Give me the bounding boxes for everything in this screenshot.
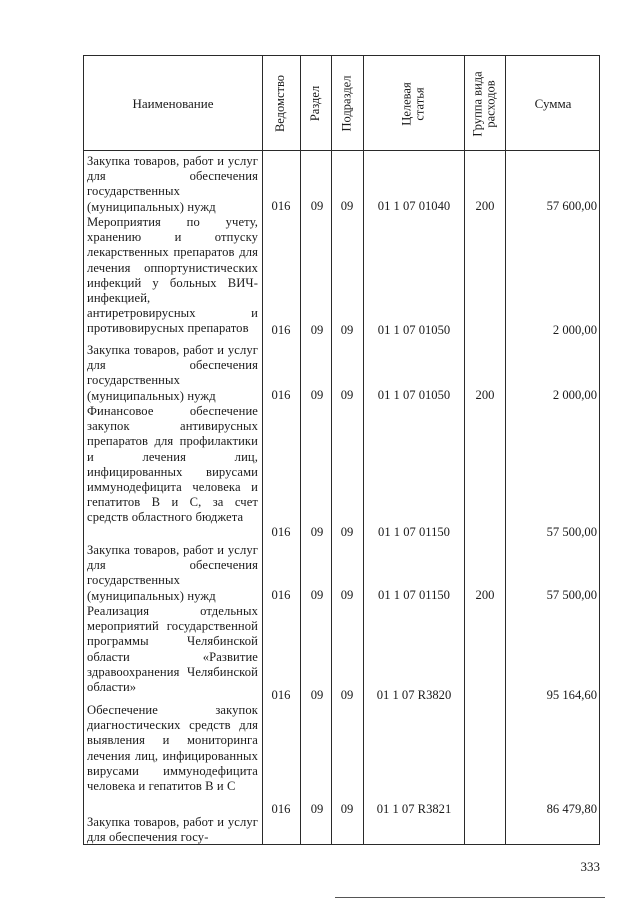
row-summa: 2 000,00 <box>552 323 597 337</box>
header-celevaya-line2: статья <box>412 86 427 121</box>
page-number: 333 <box>580 859 600 874</box>
header-name: Наименование <box>132 95 214 111</box>
header-gruppa-cell <box>464 56 505 151</box>
row-podrazdel: 09 <box>340 388 354 402</box>
row-razdel: 09 <box>310 323 324 337</box>
header-celevaya <box>401 82 427 125</box>
header-name-cell <box>84 56 262 151</box>
header-gruppa-line1: Группа вида <box>470 70 485 137</box>
row-name: Закупка товаров, работ и услуг для обеспечения государственных (муниципальных) нужд <box>87 343 258 403</box>
row-name: Обеспечение закупок диагностических средств для выявления и мониторинга лечения лиц, инфицированных вирусами иммунодефицита человека и гепатитов В и С <box>87 703 258 794</box>
row-celevaya: 01 1 07 R3821 <box>376 802 452 816</box>
row-gruppa: 200 <box>475 199 495 213</box>
header-vedomstvo: Ведомство <box>273 74 288 133</box>
row-vedomstvo: 016 <box>271 688 291 702</box>
row-summa: 2 000,00 <box>552 388 597 402</box>
row-celevaya: 01 1 07 R3820 <box>376 688 452 702</box>
header-razdel-cell <box>300 56 331 151</box>
row-celevaya: 01 1 07 01150 <box>378 588 450 602</box>
row-name: Закупка товаров, работ и услуг для обеспечения государственных (муниципальных) нужд <box>87 543 258 603</box>
header-gruppa-line2: расходов <box>483 79 498 128</box>
row-celevaya: 01 1 07 01150 <box>378 525 450 539</box>
row-name: Мероприятия по учету, хранению и отпуску лекарственных препаратов для лечения оппортунистических инфекций у больных ВИЧ-инфекцией, антиретровирусных и противовирусных препаратов <box>87 215 258 336</box>
table-header <box>84 56 599 151</box>
row-name: Закупка товаров, работ и услуг для обеспечения государственных (муниципальных) нужд <box>87 154 258 214</box>
row-razdel: 09 <box>310 802 324 816</box>
row-razdel: 09 <box>310 688 324 702</box>
header-podrazdel-cell <box>331 56 363 151</box>
row-name: Реализация отдельных мероприятий государственной программы Челябинской области «Развитие здравоохранения Челябинской области» <box>87 604 258 695</box>
row-razdel: 09 <box>310 199 324 213</box>
row-celevaya: 01 1 07 01050 <box>377 388 451 402</box>
row-razdel: 09 <box>310 588 324 602</box>
row-vedomstvo: 016 <box>271 525 291 539</box>
row-summa: 57 600,00 <box>546 199 597 213</box>
row-name: Финансовое обеспечение закупок антивирусных препаратов для профилактики и лечения лиц, инфицированных вирусами иммунодефицита человека и гепатитов В и С, за счет средств областного бюджета <box>87 404 258 525</box>
row-razdel: 09 <box>310 388 324 402</box>
row-vedomstvo: 016 <box>271 802 291 816</box>
table-body <box>84 151 599 844</box>
row-podrazdel: 09 <box>340 525 354 539</box>
footer-rule <box>335 897 605 898</box>
header-podrazdel: Подраздел <box>339 75 354 132</box>
row-gruppa: 200 <box>475 388 495 402</box>
row-razdel: 09 <box>310 525 324 539</box>
row-podrazdel: 09 <box>340 802 354 816</box>
row-celevaya: 01 1 07 01040 <box>377 199 451 213</box>
row-vedomstvo: 016 <box>271 388 291 402</box>
header-gruppa <box>472 71 498 136</box>
row-podrazdel: 09 <box>340 323 354 337</box>
row-gruppa: 200 <box>475 588 495 602</box>
row-vedomstvo: 016 <box>271 199 291 213</box>
budget-table <box>83 55 600 845</box>
header-summa-cell <box>505 56 601 151</box>
row-podrazdel: 09 <box>340 588 354 602</box>
header-vedomstvo-cell <box>262 56 300 151</box>
header-celevaya-cell <box>363 56 464 151</box>
row-podrazdel: 09 <box>340 688 354 702</box>
row-summa: 57 500,00 <box>546 525 597 539</box>
row-summa: 95 164,60 <box>546 688 597 702</box>
row-vedomstvo: 016 <box>271 323 291 337</box>
row-summa: 57 500,00 <box>546 588 597 602</box>
row-vedomstvo: 016 <box>271 588 291 602</box>
row-summa: 86 479,80 <box>546 802 597 816</box>
row-podrazdel: 09 <box>340 199 354 213</box>
row-celevaya: 01 1 07 01050 <box>377 323 451 337</box>
row-name: Закупка товаров, работ и услуг для обеспечения госу- <box>87 815 258 845</box>
header-razdel: Раздел <box>308 85 323 122</box>
header-summa: Сумма <box>534 95 572 111</box>
header-celevaya-line1: Целевая <box>399 81 414 126</box>
